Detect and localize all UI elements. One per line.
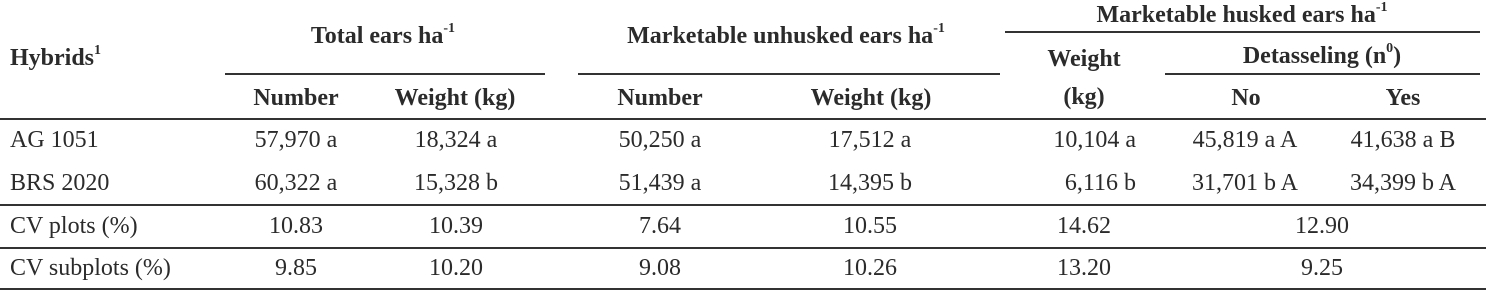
col-header-total-number: Number [253, 85, 339, 111]
table-cell: 18,324 a [414, 127, 498, 153]
table-cell: 17,512 a [828, 127, 912, 153]
col-header-husked-weight-line2: (kg) [1063, 84, 1105, 110]
rule-total-group [225, 73, 545, 75]
table-cell: 50,250 a [618, 127, 702, 153]
table-cell: 14,395 b [828, 170, 912, 196]
rule-detasseling-group [1165, 73, 1480, 75]
table-cell: 9.08 [639, 255, 681, 281]
row-label-cv-subplots: CV subplots (%) [10, 255, 171, 281]
col-header-detasseling-no: No [1231, 85, 1261, 111]
table-cell: 10.39 [429, 213, 483, 239]
table-cell: 10.20 [429, 255, 483, 281]
col-header-detasseling: Detasseling $(n^0)$ [1242, 41, 1402, 69]
table-cell: 60,322 a [254, 170, 338, 196]
table-cell: 10.26 [843, 255, 897, 281]
row-label-hybrid: BRS 2020 [10, 170, 110, 196]
col-header-total-weight: Weight (kg) [394, 85, 516, 111]
table-cell: 7.64 [639, 213, 681, 239]
col-header-unhusked-weight: Weight (kg) [810, 85, 932, 111]
table-cell: 31,701 b A [1191, 170, 1299, 196]
col-header-husked-weight-line1: Weight [1047, 46, 1121, 72]
table-cell: 41,638 a B [1350, 127, 1456, 153]
table-cell: 57,970 a [254, 127, 338, 153]
row-label-hybrid: AG 1051 [10, 127, 99, 153]
col-header-unhusked-ears: Marketable unhusked ears $ha^{-1}$ [627, 21, 945, 49]
table-cell: 10,104 a [1053, 127, 1136, 153]
table-cell: 15,328 b [414, 170, 498, 196]
table-cell: 14.62 [1057, 213, 1111, 239]
rule-unhusked-group [578, 73, 1000, 75]
table-cell: 13.20 [1057, 255, 1111, 281]
table-cell: 9.85 [275, 255, 317, 281]
rule-body-divider [0, 204, 1486, 206]
col-header-hybrids: Hybrids$^1$ [10, 43, 102, 71]
table-cell: 10.83 [269, 213, 323, 239]
rule-table-bottom [0, 288, 1486, 290]
table-cell: 10.55 [843, 213, 897, 239]
rule-header-bottom [0, 118, 1486, 120]
col-header-unhusked-number: Number [617, 85, 703, 111]
table-cell: 34,399 b A [1349, 170, 1457, 196]
table-cell: 9.25 [1301, 255, 1343, 281]
table-cell: 45,819 a A [1192, 127, 1298, 153]
row-label-cv-plots: CV plots (%) [10, 213, 138, 239]
rule-husked-group [1005, 31, 1480, 33]
table-cell: 12.90 [1295, 213, 1349, 239]
table-cell: 6,116 b [1064, 170, 1136, 196]
col-header-husked-ears: Marketable husked ears $ha^{-1}$ [1096, 0, 1388, 28]
table-cell: 51,439 a [618, 170, 702, 196]
col-header-total-ears: Total ears $ha^{-1}$ [310, 21, 456, 49]
rule-cv-divider [0, 247, 1486, 249]
col-header-detasseling-yes: Yes [1385, 85, 1421, 111]
